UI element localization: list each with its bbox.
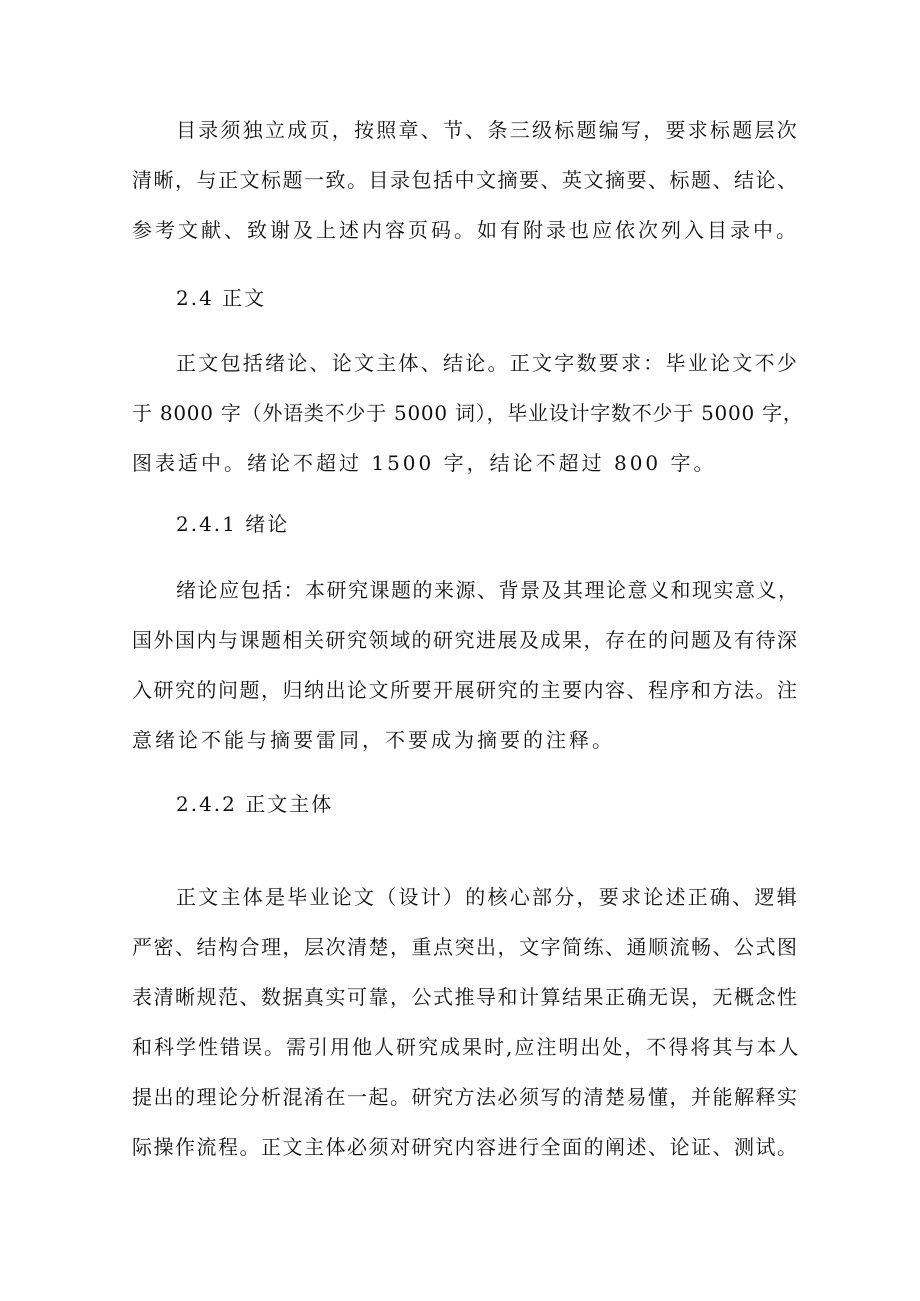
paragraph-line: 际操作流程。正文主体必须对研究内容进行全面的阐述、论证、测试。 [132, 1135, 799, 1159]
paragraph-main-text-requirements [132, 338, 804, 488]
section-heading-2-4-2: 2.4.2 正文主体 [176, 792, 334, 816]
paragraph-line: 入研究的问题，归纳出论文所要开展研究的主要内容、程序和方法。注 [132, 678, 799, 702]
paragraph-table-of-contents [132, 105, 804, 255]
section-heading-2-4-1: 2.4.1 绪论 [176, 512, 290, 536]
paragraph-line: 和科学性错误。需引用他人研究成果时,应注明出处，不得将其与本人 [132, 1035, 801, 1059]
paragraph-line: 图表适中。绪论不超过 1500 字，结论不超过 800 字。 [132, 451, 717, 475]
paragraph-line: 表清晰规范、数据真实可靠，公式推导和计算结果正确无误，无概念性 [132, 985, 799, 1009]
paragraph-introduction [132, 565, 804, 765]
paragraph-line: 目录须独立成页，按照章、节、条三级标题编写，要求标题层次 [176, 118, 799, 142]
paragraph-line: 正文包括绪论、论文主体、结论。正文字数要求：毕业论文不少 [176, 351, 799, 375]
paragraph-line: 国外国内与课题相关研究领域的研究进展及成果，存在的问题及有待深 [132, 628, 799, 652]
paragraph-line: 参考文献、致谢及上述内容页码。如有附录也应依次列入目录中。 [132, 218, 799, 242]
section-heading-2-4: 2.4 正文 [176, 286, 267, 310]
paragraph-line: 绪论应包括：本研究课题的来源、背景及其理论意义和现实意义， [176, 578, 800, 602]
paragraph-line: 正文主体是毕业论文（设计）的核心部分，要求论述正确、逻辑 [176, 885, 799, 909]
paragraph-line: 严密、结构合理，层次清楚，重点突出，文字简练、通顺流畅、公式图 [132, 935, 799, 959]
paragraph-line: 清晰，与正文标题一致。目录包括中文摘要、英文摘要、标题、结论、 [132, 168, 799, 192]
paragraph-main-body [132, 872, 804, 1172]
paragraph-line: 意绪论不能与摘要雷同，不要成为摘要的注释。 [132, 728, 615, 752]
paragraph-line: 于 8000 字（外语类不少于 5000 词），毕业设计字数不少于 5000 字， [132, 401, 804, 425]
paragraph-line: 提出的理论分析混淆在一起。研究方法必须写的清楚易懂，并能解释实 [132, 1085, 799, 1109]
